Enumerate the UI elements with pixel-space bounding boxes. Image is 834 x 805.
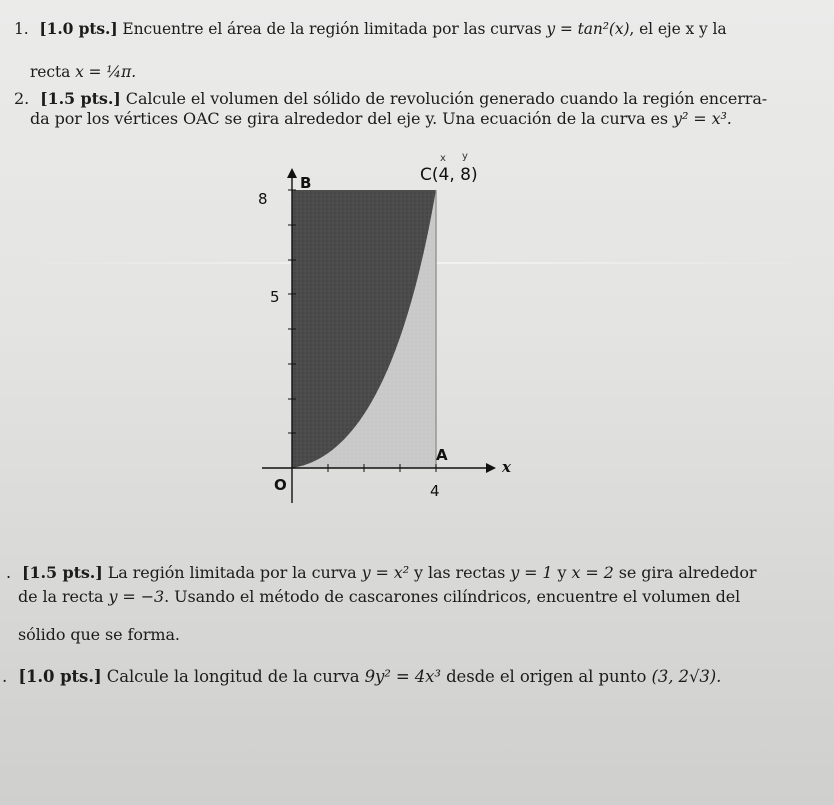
problem-points: [1.0 pts.] [18, 667, 102, 686]
problem-text: Encuentre el área de la región limitada por las curvas [122, 20, 542, 38]
label-x-axis: x [502, 458, 511, 476]
problem-number: . [2, 667, 8, 686]
problem-text: se gira alrededor [618, 563, 757, 582]
label-a: A [436, 446, 448, 464]
problem-2-line-2 [30, 108, 732, 129]
math-expression: 9y² = 4x³ [364, 667, 441, 686]
problem-text: de la recta [18, 587, 104, 606]
label-c-annot-x: x [440, 153, 446, 164]
problem-number: 2. [14, 89, 30, 108]
problem-4 [2, 666, 721, 687]
problem-text: sólido que se forma. [18, 625, 180, 644]
math-expression: y = tan²(x) [546, 20, 630, 38]
math-expression: y² = x³. [673, 109, 732, 128]
math-expression: (3, 2√3). [651, 667, 722, 686]
label-o: O [274, 476, 287, 494]
problem-text: . Usando el método de cascarones cilíndricos, encuentre el volumen del [164, 587, 741, 606]
problem-number: . [6, 563, 11, 582]
problem-points: [1.5 pts.] [22, 563, 103, 582]
label-c: C(4, 8) [420, 165, 478, 185]
problem-text: Calcule el volumen del sólido de revolución generado cuando la región encerra- [125, 89, 768, 108]
problem-points: [1.5 pts.] [40, 89, 121, 108]
x-axis-arrow [486, 463, 496, 473]
problem-points: [1.0 pts.] [39, 19, 118, 38]
problem-3 [6, 562, 756, 583]
problem-2 [14, 88, 767, 109]
problem-number: 1. [14, 20, 29, 38]
problem-text: desde el origen al punto [446, 667, 647, 686]
y-axis-arrow [287, 168, 297, 178]
problem-1-line-2 [30, 62, 136, 83]
math-expression: y = 1 [510, 563, 553, 582]
problem-text: La región limitada por la curva [107, 563, 357, 582]
problem-text: , el eje x y la [629, 20, 727, 38]
problem-text: recta [30, 63, 71, 81]
problem-3-line-2 [18, 586, 740, 607]
problem-3-line-3 [18, 624, 180, 645]
tick-label-5: 5 [270, 288, 280, 306]
problem-text: y las rectas [414, 563, 506, 582]
tick-label-8: 8 [258, 190, 268, 208]
problem-text: da por los vértices OAC se gira alrededor del eje y. Una ecuación de la curva es [30, 109, 669, 128]
problem-1 [14, 18, 726, 40]
region-figure [250, 148, 510, 518]
math-expression: y = −3 [108, 587, 165, 606]
label-c-annot-y: y [462, 151, 468, 162]
label-b: B [300, 174, 312, 192]
math-expression: y = x² [361, 563, 410, 582]
problem-text: y [557, 563, 567, 582]
math-expression: x = 2 [571, 563, 614, 582]
problem-text: Calcule la longitud de la curva [106, 667, 360, 686]
math-expression: x = ¼π. [75, 63, 137, 81]
tick-label-4: 4 [430, 482, 440, 500]
